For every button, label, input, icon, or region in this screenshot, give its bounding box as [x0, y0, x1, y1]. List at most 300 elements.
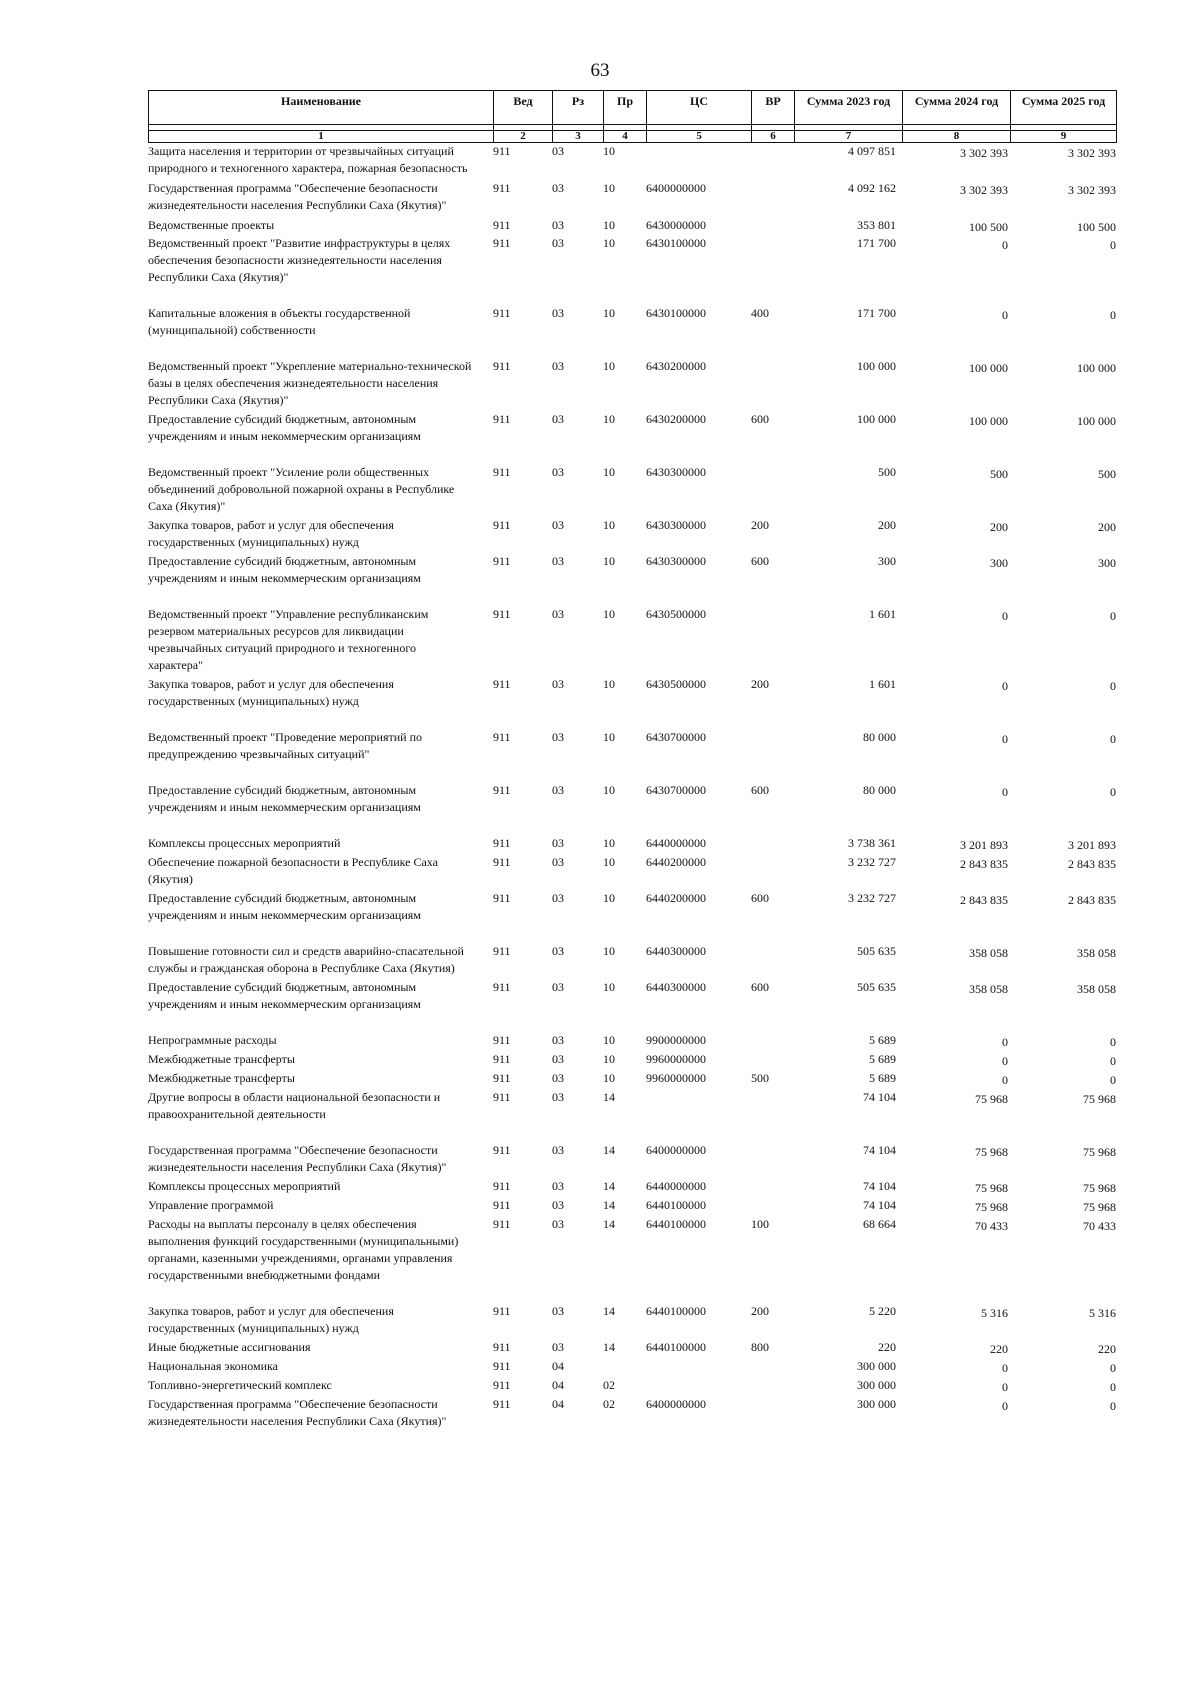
row-sum-2025: 0 — [1110, 1073, 1116, 1087]
row-pr: 10 — [603, 1033, 615, 1047]
row-sum-2025: 70 433 — [1083, 1219, 1116, 1233]
row-sum-2024: 70 433 — [975, 1219, 1008, 1233]
row-sum-2024: 100 500 — [969, 220, 1008, 234]
row-sum-2023: 300 000 — [857, 1378, 896, 1392]
column-number: 8 — [903, 131, 1011, 143]
table-row — [148, 305, 1116, 339]
column-number: 1 — [149, 131, 494, 143]
table-row — [148, 1032, 1116, 1049]
row-rz: 03 — [552, 181, 564, 195]
table-row — [148, 854, 1116, 888]
row-pr: 14 — [603, 1198, 615, 1212]
row-sum-2025: 0 — [1110, 1380, 1116, 1394]
row-sum-2025: 0 — [1110, 1035, 1116, 1049]
row-rz: 03 — [552, 607, 564, 621]
row-sum-2024: 0 — [1002, 1380, 1008, 1394]
table-row — [148, 1089, 1116, 1123]
row-ved: 911 — [493, 181, 511, 195]
column-number: 4 — [604, 131, 647, 143]
row-sum-2024: 300 — [990, 556, 1008, 570]
row-rz: 03 — [552, 518, 564, 532]
row-ved: 911 — [493, 218, 511, 232]
row-sum-2023: 5 689 — [869, 1033, 896, 1047]
row-sum-2023: 300 000 — [857, 1359, 896, 1373]
row-ved: 911 — [493, 1052, 511, 1066]
row-pr: 10 — [603, 980, 615, 994]
row-sum-2024: 0 — [1002, 609, 1008, 623]
row-rz: 03 — [552, 677, 564, 691]
row-rz: 03 — [552, 554, 564, 568]
row-sum-2025: 0 — [1110, 785, 1116, 799]
row-pr: 14 — [603, 1304, 615, 1318]
table-row — [148, 1358, 1116, 1375]
row-cs: 6440300000 — [646, 980, 706, 994]
row-cs: 6430500000 — [646, 607, 706, 621]
row-cs: 6440100000 — [646, 1217, 706, 1231]
row-rz: 03 — [552, 236, 564, 250]
row-cs: 6430700000 — [646, 783, 706, 797]
row-sum-2023: 171 700 — [857, 236, 896, 250]
row-rz: 04 — [552, 1397, 564, 1411]
row-ved: 911 — [493, 1217, 511, 1231]
table-row — [148, 1303, 1116, 1337]
header-rz: Рз — [553, 91, 604, 125]
row-sum-2025: 358 058 — [1077, 946, 1116, 960]
row-sum-2025: 75 968 — [1083, 1181, 1116, 1195]
row-rz: 03 — [552, 855, 564, 869]
row-sum-2025: 200 — [1098, 520, 1116, 534]
row-sum-2024: 75 968 — [975, 1145, 1008, 1159]
row-sum-2025: 0 — [1110, 238, 1116, 252]
row-name: Государственная программа "Обеспечение безопасности жизнедеятельности населения Республики Саха (Якутия)" — [148, 1143, 447, 1174]
row-ved: 911 — [493, 236, 511, 250]
row-rz: 03 — [552, 1198, 564, 1212]
row-ved: 911 — [493, 1198, 511, 1212]
row-sum-2023: 3 232 727 — [848, 891, 896, 905]
table-row — [148, 1178, 1116, 1195]
row-ved: 911 — [493, 1143, 511, 1157]
row-name: Ведомственный проект "Укрепление материально-технической базы в целях обеспечения жизнедеятельности населения Республики Саха (Якутия)" — [148, 359, 472, 407]
row-sum-2024: 0 — [1002, 1361, 1008, 1375]
column-number: 6 — [752, 131, 795, 143]
row-sum-2024: 100 000 — [969, 414, 1008, 428]
header-sum-2025: Сумма 2025 год — [1011, 91, 1117, 125]
row-rz: 03 — [552, 1143, 564, 1157]
row-pr: 10 — [603, 306, 615, 320]
row-name: Закупка товаров, работ и услуг для обеспечения государственных (муниципальных) нужд — [148, 518, 394, 549]
row-rz: 03 — [552, 306, 564, 320]
row-sum-2023: 5 220 — [869, 1304, 896, 1318]
row-sum-2024: 3 201 893 — [960, 838, 1008, 852]
row-name: Ведомственный проект "Развитие инфраструктуры в целях обеспечения безопасности жизнедеятельности населения Республики Саха (Якутия)" — [148, 236, 451, 284]
row-pr: 10 — [603, 677, 615, 691]
row-ved: 911 — [493, 1179, 511, 1193]
row-rz: 03 — [552, 1052, 564, 1066]
row-sum-2025: 0 — [1110, 679, 1116, 693]
row-sum-2025: 0 — [1110, 308, 1116, 322]
budget-table-body — [148, 143, 1116, 1432]
row-vr: 200 — [751, 518, 769, 532]
row-rz: 03 — [552, 465, 564, 479]
row-vr: 600 — [751, 980, 769, 994]
row-name: Предоставление субсидий бюджетным, автономным учреждениям и иным некоммерческим организациям — [148, 783, 421, 814]
header-vr: ВР — [752, 91, 795, 125]
row-sum-2023: 300 000 — [857, 1397, 896, 1411]
row-vr: 600 — [751, 783, 769, 797]
table-row — [148, 1377, 1116, 1394]
row-sum-2025: 0 — [1110, 609, 1116, 623]
row-rz: 03 — [552, 944, 564, 958]
row-sum-2025: 3 302 393 — [1068, 183, 1116, 197]
row-cs: 9960000000 — [646, 1071, 706, 1085]
row-vr: 100 — [751, 1217, 769, 1231]
table-header — [148, 90, 1117, 143]
table-row — [148, 890, 1116, 924]
row-ved: 911 — [493, 730, 511, 744]
row-rz: 03 — [552, 1304, 564, 1318]
row-sum-2023: 505 635 — [857, 980, 896, 994]
row-sum-2023: 4 097 851 — [848, 144, 896, 158]
row-ved: 911 — [493, 1033, 511, 1047]
row-pr: 10 — [603, 236, 615, 250]
row-ved: 911 — [493, 783, 511, 797]
row-sum-2025: 0 — [1110, 1054, 1116, 1068]
row-rz: 03 — [552, 730, 564, 744]
row-pr: 02 — [603, 1378, 615, 1392]
row-cs: 6430300000 — [646, 518, 706, 532]
table-row — [148, 782, 1116, 816]
row-sum-2023: 74 104 — [863, 1179, 896, 1193]
row-cs: 6430100000 — [646, 236, 706, 250]
row-ved: 911 — [493, 412, 511, 426]
row-ved: 911 — [493, 980, 511, 994]
row-rz: 03 — [552, 359, 564, 373]
row-sum-2025: 5 316 — [1089, 1306, 1116, 1320]
row-vr: 800 — [751, 1340, 769, 1354]
row-pr: 10 — [603, 607, 615, 621]
row-sum-2023: 74 104 — [863, 1143, 896, 1157]
header-sum-2023: Сумма 2023 год — [795, 91, 903, 125]
table-row — [148, 553, 1116, 587]
row-sum-2023: 68 664 — [863, 1217, 896, 1231]
header-ved: Вед — [494, 91, 553, 125]
row-pr: 10 — [603, 891, 615, 905]
row-sum-2024: 0 — [1002, 308, 1008, 322]
row-sum-2025: 2 843 835 — [1068, 893, 1116, 907]
row-cs: 6430700000 — [646, 730, 706, 744]
row-sum-2023: 80 000 — [863, 730, 896, 744]
row-name: Предоставление субсидий бюджетным, автономным учреждениям и иным некоммерческим организациям — [148, 891, 421, 922]
row-name: Комплексы процессных мероприятий — [148, 1179, 341, 1193]
header-sum-2024: Сумма 2024 год — [903, 91, 1011, 125]
table-row — [148, 358, 1116, 409]
row-pr: 10 — [603, 554, 615, 568]
row-rz: 03 — [552, 218, 564, 232]
row-sum-2024: 500 — [990, 467, 1008, 481]
row-name: Закупка товаров, работ и услуг для обеспечения государственных (муниципальных) нужд — [148, 677, 394, 708]
row-cs: 6430300000 — [646, 465, 706, 479]
row-sum-2024: 358 058 — [969, 946, 1008, 960]
row-sum-2023: 4 092 162 — [848, 181, 896, 195]
row-sum-2023: 100 000 — [857, 359, 896, 373]
row-sum-2025: 300 — [1098, 556, 1116, 570]
row-pr: 14 — [603, 1090, 615, 1104]
column-number: 9 — [1011, 131, 1117, 143]
row-sum-2024: 3 302 393 — [960, 183, 1008, 197]
row-cs: 6440100000 — [646, 1304, 706, 1318]
row-ved: 911 — [493, 1304, 511, 1318]
row-sum-2024: 3 302 393 — [960, 146, 1008, 160]
table-row — [148, 1339, 1116, 1356]
row-rz: 03 — [552, 1340, 564, 1354]
row-pr: 10 — [603, 783, 615, 797]
row-vr: 200 — [751, 677, 769, 691]
row-vr: 600 — [751, 412, 769, 426]
row-rz: 04 — [552, 1378, 564, 1392]
row-vr: 400 — [751, 306, 769, 320]
row-ved: 911 — [493, 677, 511, 691]
row-sum-2024: 75 968 — [975, 1181, 1008, 1195]
header-cs: ЦС — [647, 91, 752, 125]
row-sum-2025: 3 302 393 — [1068, 146, 1116, 160]
row-name: Предоставление субсидий бюджетным, автономным учреждениям и иным некоммерческим организациям — [148, 412, 421, 443]
row-sum-2025: 0 — [1110, 732, 1116, 746]
row-sum-2024: 5 316 — [981, 1306, 1008, 1320]
table-row — [148, 979, 1116, 1013]
row-rz: 03 — [552, 1033, 564, 1047]
column-number: 5 — [647, 131, 752, 143]
row-cs: 6430200000 — [646, 359, 706, 373]
row-sum-2023: 300 — [878, 554, 896, 568]
row-cs: 6440100000 — [646, 1340, 706, 1354]
row-sum-2024: 0 — [1002, 679, 1008, 693]
table-row — [148, 1051, 1116, 1068]
row-name: Предоставление субсидий бюджетным, автономным учреждениям и иным некоммерческим организациям — [148, 980, 421, 1011]
row-name: Непрограммные расходы — [148, 1033, 277, 1047]
row-name: Ведомственный проект "Проведение мероприятий по предупреждению чрезвычайных ситуаций" — [148, 730, 422, 761]
row-sum-2025: 3 201 893 — [1068, 838, 1116, 852]
row-rz: 03 — [552, 144, 564, 158]
row-pr: 14 — [603, 1217, 615, 1231]
table-row — [148, 411, 1116, 445]
table-row — [148, 1142, 1116, 1176]
row-sum-2025: 75 968 — [1083, 1200, 1116, 1214]
row-pr: 14 — [603, 1340, 615, 1354]
row-name: Закупка товаров, работ и услуг для обеспечения государственных (муниципальных) нужд — [148, 1304, 394, 1335]
row-sum-2023: 5 689 — [869, 1071, 896, 1085]
row-vr: 200 — [751, 1304, 769, 1318]
row-pr: 10 — [603, 730, 615, 744]
row-cs: 6400000000 — [646, 181, 706, 195]
row-rz: 04 — [552, 1359, 564, 1373]
table-row — [148, 676, 1116, 710]
row-ved: 911 — [493, 359, 511, 373]
row-cs: 6440200000 — [646, 891, 706, 905]
row-cs: 6400000000 — [646, 1397, 706, 1411]
row-ved: 911 — [493, 1071, 511, 1085]
row-name: Межбюджетные трансферты — [148, 1071, 295, 1085]
row-cs: 9900000000 — [646, 1033, 706, 1047]
row-name: Топливно-энергетический комплекс — [148, 1378, 332, 1392]
row-vr: 500 — [751, 1071, 769, 1085]
table-row — [148, 943, 1116, 977]
row-pr: 02 — [603, 1397, 615, 1411]
row-ved: 911 — [493, 144, 511, 158]
row-rz: 03 — [552, 412, 564, 426]
row-name: Межбюджетные трансферты — [148, 1052, 295, 1066]
table-row — [148, 1197, 1116, 1214]
row-ved: 911 — [493, 836, 511, 850]
row-sum-2024: 0 — [1002, 1399, 1008, 1413]
row-rz: 03 — [552, 1217, 564, 1231]
row-pr: 10 — [603, 1052, 615, 1066]
row-sum-2025: 75 968 — [1083, 1145, 1116, 1159]
row-pr: 10 — [603, 412, 615, 426]
row-cs: 6430500000 — [646, 677, 706, 691]
row-name: Обеспечение пожарной безопасности в Республике Саха (Якутия) — [148, 855, 438, 886]
row-pr: 10 — [603, 465, 615, 479]
row-sum-2023: 3 738 361 — [848, 836, 896, 850]
row-name: Комплексы процессных мероприятий — [148, 836, 341, 850]
row-sum-2023: 100 000 — [857, 412, 896, 426]
row-name: Повышение готовности сил и средств аварийно-спасательной службы и гражданская оборона в Республике Саха (Якутия) — [148, 944, 464, 975]
row-sum-2025: 0 — [1110, 1361, 1116, 1375]
row-sum-2023: 74 104 — [863, 1198, 896, 1212]
row-cs: 9960000000 — [646, 1052, 706, 1066]
row-sum-2025: 100 000 — [1077, 361, 1116, 375]
row-sum-2023: 74 104 — [863, 1090, 896, 1104]
table-row — [148, 464, 1116, 515]
header-name: Наименование — [149, 91, 494, 125]
row-sum-2024: 0 — [1002, 732, 1008, 746]
row-ved: 911 — [493, 944, 511, 958]
row-ved: 911 — [493, 607, 511, 621]
row-name: Защита населения и территории от чрезвычайных ситуаций природного и техногенного характера, пожарная безопасность — [148, 144, 468, 175]
table-row — [148, 835, 1116, 852]
row-sum-2025: 100 000 — [1077, 414, 1116, 428]
table-row — [148, 1396, 1116, 1430]
row-name: Расходы на выплаты персоналу в целях обеспечения выполнения функций государственными (муниципальными) органами, казенными учреждениями, органами управления государственными внебюджетными фондами — [148, 1217, 459, 1282]
row-ved: 911 — [493, 554, 511, 568]
table-row — [148, 180, 1116, 214]
row-sum-2023: 220 — [878, 1340, 896, 1354]
row-sum-2025: 100 500 — [1077, 220, 1116, 234]
row-cs: 6440300000 — [646, 944, 706, 958]
row-cs: 6440000000 — [646, 836, 706, 850]
row-cs: 6430200000 — [646, 412, 706, 426]
row-sum-2023: 80 000 — [863, 783, 896, 797]
row-sum-2023: 1 601 — [869, 677, 896, 691]
row-name: Капитальные вложения в объекты государственной (муниципальной) собственности — [148, 306, 411, 337]
row-sum-2024: 0 — [1002, 785, 1008, 799]
table-row — [148, 143, 1116, 177]
row-sum-2024: 0 — [1002, 1073, 1008, 1087]
table-row — [148, 235, 1116, 286]
page-number: 63 — [590, 60, 610, 81]
row-name: Государственная программа "Обеспечение безопасности жизнедеятельности населения Республики Саха (Якутия)" — [148, 181, 447, 212]
row-vr: 600 — [751, 891, 769, 905]
row-cs: 6430100000 — [646, 306, 706, 320]
row-name: Предоставление субсидий бюджетным, автономным учреждениям и иным некоммерческим организациям — [148, 554, 421, 585]
table-row — [148, 517, 1116, 551]
table-row — [148, 1216, 1116, 1284]
row-name: Управление программой — [148, 1198, 274, 1212]
row-name: Иные бюджетные ассигнования — [148, 1340, 311, 1354]
row-rz: 03 — [552, 1179, 564, 1193]
row-pr: 10 — [603, 181, 615, 195]
row-pr: 10 — [603, 836, 615, 850]
row-rz: 03 — [552, 1090, 564, 1104]
row-name: Национальная экономика — [148, 1359, 278, 1373]
row-sum-2023: 500 — [878, 465, 896, 479]
row-ved: 911 — [493, 855, 511, 869]
row-cs: 6440100000 — [646, 1198, 706, 1212]
column-number: 2 — [494, 131, 553, 143]
row-cs: 6400000000 — [646, 1143, 706, 1157]
row-ved: 911 — [493, 465, 511, 479]
row-sum-2024: 0 — [1002, 1054, 1008, 1068]
row-rz: 03 — [552, 891, 564, 905]
row-rz: 03 — [552, 783, 564, 797]
row-cs: 6440200000 — [646, 855, 706, 869]
row-sum-2023: 5 689 — [869, 1052, 896, 1066]
row-sum-2025: 2 843 835 — [1068, 857, 1116, 871]
row-name: Ведомственные проекты — [148, 218, 275, 232]
row-sum-2025: 358 058 — [1077, 982, 1116, 996]
row-sum-2024: 0 — [1002, 1035, 1008, 1049]
row-ved: 911 — [493, 1340, 511, 1354]
column-number: 3 — [553, 131, 604, 143]
row-pr: 14 — [603, 1143, 615, 1157]
row-ved: 911 — [493, 1378, 511, 1392]
row-sum-2023: 171 700 — [857, 306, 896, 320]
row-sum-2024: 2 843 835 — [960, 857, 1008, 871]
row-sum-2024: 100 000 — [969, 361, 1008, 375]
row-sum-2025: 75 968 — [1083, 1092, 1116, 1106]
row-sum-2024: 200 — [990, 520, 1008, 534]
row-ved: 911 — [493, 1359, 511, 1373]
row-pr: 10 — [603, 1071, 615, 1085]
table-row — [148, 1070, 1116, 1087]
row-pr: 10 — [603, 359, 615, 373]
row-cs: 6430300000 — [646, 554, 706, 568]
row-name: Ведомственный проект "Усиление роли общественных объединений добровольной пожарной охраны в Республике Саха (Якутия)" — [148, 465, 455, 513]
row-rz: 03 — [552, 1071, 564, 1085]
column-number: 7 — [795, 131, 903, 143]
row-pr: 10 — [603, 518, 615, 532]
table-row — [148, 217, 1116, 234]
row-sum-2024: 358 058 — [969, 982, 1008, 996]
row-sum-2025: 0 — [1110, 1399, 1116, 1413]
row-sum-2024: 220 — [990, 1342, 1008, 1356]
row-ved: 911 — [493, 518, 511, 532]
row-sum-2024: 2 843 835 — [960, 893, 1008, 907]
row-pr: 10 — [603, 944, 615, 958]
row-sum-2024: 75 968 — [975, 1200, 1008, 1214]
row-sum-2024: 75 968 — [975, 1092, 1008, 1106]
header-pr: Пр — [604, 91, 647, 125]
row-ved: 911 — [493, 306, 511, 320]
row-sum-2025: 220 — [1098, 1342, 1116, 1356]
row-sum-2023: 200 — [878, 518, 896, 532]
row-rz: 03 — [552, 980, 564, 994]
row-sum-2023: 505 635 — [857, 944, 896, 958]
row-vr: 600 — [751, 554, 769, 568]
row-cs: 6430000000 — [646, 218, 706, 232]
table-row — [148, 606, 1116, 674]
row-pr: 10 — [603, 144, 615, 158]
row-ved: 911 — [493, 891, 511, 905]
